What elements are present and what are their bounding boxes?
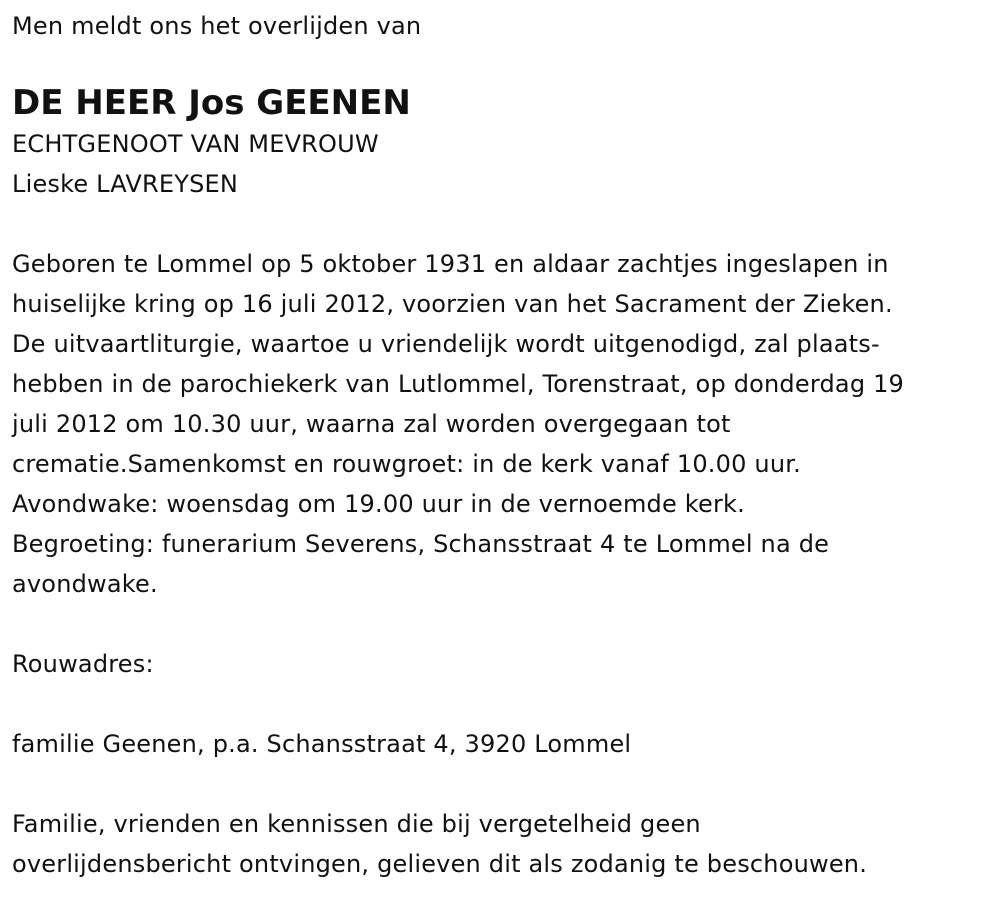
body-line: juli 2012 om 10.30 uur, waarna zal worden overgegaan tot <box>12 410 731 438</box>
address-label: Rouwadres: <box>12 650 154 678</box>
spouse-line-2: Lieske LAVREYSEN <box>12 170 239 198</box>
intro-text: Men meldt ons het overlijden van <box>12 12 422 40</box>
closing-line: overlijdensbericht ontvingen, gelieven dit als zodanig te beschouwen. <box>12 850 868 878</box>
spacer <box>12 764 988 804</box>
deceased-name: DE HEER Jos GEENEN <box>12 83 411 123</box>
body-line: crematie.Samenkomst en rouwgroet: in de kerk vanaf 10.00 uur. <box>12 450 801 478</box>
body-line: avondwake. <box>12 570 158 598</box>
body-line: Geboren te Lommel op 5 oktober 1931 en aldaar zachtjes ingeslapen in <box>12 250 889 278</box>
spouse-line-1: ECHTGENOOT VAN MEVROUW <box>12 130 379 158</box>
spacer <box>12 684 988 724</box>
closing-note <box>12 804 988 884</box>
funeral-details <box>12 244 988 604</box>
body-line: Avondwake: woensdag om 19.00 uur in de vernoemde kerk. <box>12 490 745 518</box>
spacer <box>12 204 988 244</box>
body-line: De uitvaartliturgie, waartoe u vriendelijk wordt uitgenodigd, zal plaats- <box>12 330 880 358</box>
mourning-address: familie Geenen, p.a. Schansstraat 4, 3920 Lommel <box>12 730 632 758</box>
body-line: huiselijke kring op 16 juli 2012, voorzien van het Sacrament der Zieken. <box>12 290 893 318</box>
body-line: hebben in de parochiekerk van Lutlommel, Torenstraat, op donderdag 19 <box>12 370 905 398</box>
body-line: Begroeting: funerarium Severens, Schansstraat 4 te Lommel na de <box>12 530 830 558</box>
closing-line: Familie, vrienden en kennissen die bij vergetelheid geen <box>12 810 701 838</box>
spacer <box>12 604 988 644</box>
